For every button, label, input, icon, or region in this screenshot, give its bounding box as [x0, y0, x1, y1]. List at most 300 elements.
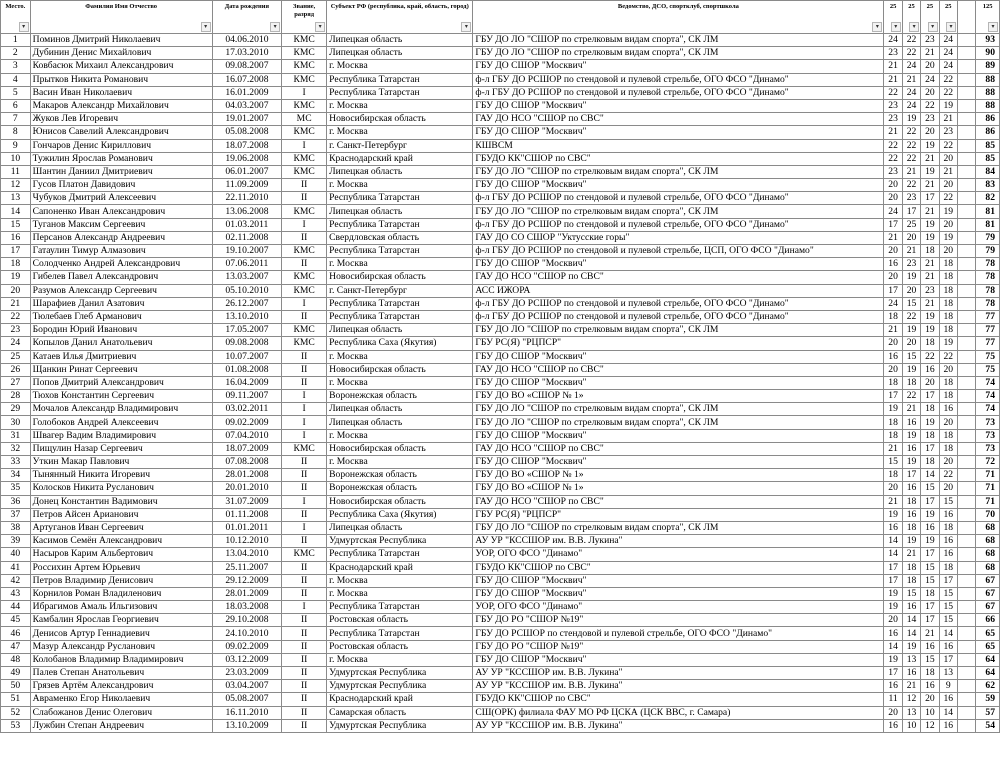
total-cell[interactable]: 68	[976, 535, 1000, 548]
series-3-cell[interactable]: 17	[921, 442, 939, 455]
blank-cell[interactable]	[957, 521, 975, 534]
place-cell[interactable]: 6	[1, 99, 31, 112]
table-row[interactable]	[1, 561, 1000, 574]
rank-cell[interactable]: II	[282, 640, 327, 653]
region-cell[interactable]: г. Москва	[327, 456, 473, 469]
series-3-cell[interactable]: 17	[921, 192, 939, 205]
series-2-cell[interactable]: 16	[902, 482, 920, 495]
place-cell[interactable]: 15	[1, 218, 31, 231]
series-4-cell[interactable]: 19	[939, 205, 957, 218]
name-cell[interactable]: Юнисов Савелий Александрович	[30, 126, 212, 139]
name-cell[interactable]: Палев Степан Анатольевич	[30, 667, 212, 680]
series-1-cell[interactable]: 22	[884, 86, 902, 99]
birth-date-cell[interactable]: 09.11.2007	[212, 390, 282, 403]
place-cell[interactable]: 45	[1, 614, 31, 627]
table-row[interactable]	[1, 680, 1000, 693]
total-cell[interactable]: 81	[976, 218, 1000, 231]
name-cell[interactable]: Гатаулин Тимур Алмазович	[30, 245, 212, 258]
region-cell[interactable]: Липецкая область	[327, 403, 473, 416]
rank-cell[interactable]: II	[282, 706, 327, 719]
series-4-cell[interactable]: 18	[939, 521, 957, 534]
birth-date-cell[interactable]: 11.09.2009	[212, 179, 282, 192]
blank-cell[interactable]	[957, 614, 975, 627]
birth-date-cell[interactable]: 01.11.2008	[212, 508, 282, 521]
series-4-cell[interactable]: 18	[939, 442, 957, 455]
rank-cell[interactable]: I	[282, 429, 327, 442]
name-cell[interactable]: Петров Владимир Денисович	[30, 574, 212, 587]
place-cell[interactable]: 46	[1, 627, 31, 640]
series-1-cell[interactable]: 20	[884, 179, 902, 192]
table-row[interactable]	[1, 231, 1000, 244]
series-4-cell[interactable]: 18	[939, 258, 957, 271]
region-cell[interactable]: Удмуртская Республика	[327, 535, 473, 548]
region-cell[interactable]: Удмуртская Республика	[327, 667, 473, 680]
birth-date-cell[interactable]: 03.04.2007	[212, 680, 282, 693]
table-row[interactable]	[1, 165, 1000, 178]
table-row[interactable]	[1, 245, 1000, 258]
series-2-cell[interactable]: 24	[902, 60, 920, 73]
name-cell[interactable]: Донец Константин Вадимович	[30, 495, 212, 508]
club-cell[interactable]: ф-л ГБУ ДО РСШОР по стендовой и пулевой стрельбе, ОГО ФСО "Динамо"	[473, 86, 884, 99]
series-1-cell[interactable]: 16	[884, 521, 902, 534]
club-cell[interactable]: ГАУ ДО НСО "СШОР по СВС"	[473, 442, 884, 455]
total-cell[interactable]: 71	[976, 495, 1000, 508]
blank-cell[interactable]	[957, 245, 975, 258]
total-cell[interactable]: 59	[976, 693, 1000, 706]
club-cell[interactable]: ГБУ ДО РСШОР по стендовой и пулевой стрельбе, ОГО ФСО "Динамо"	[473, 627, 884, 640]
rank-cell[interactable]: КМС	[282, 442, 327, 455]
rank-cell[interactable]: II	[282, 363, 327, 376]
blank-cell[interactable]	[957, 218, 975, 231]
table-row[interactable]	[1, 310, 1000, 323]
series-2-cell[interactable]: 16	[902, 416, 920, 429]
region-cell[interactable]: Республика Татарстан	[327, 627, 473, 640]
blank-cell[interactable]	[957, 469, 975, 482]
club-cell[interactable]: ф-л ГБУ ДО РСШОР по стендовой и пулевой стрельбе, ОГО ФСО "Динамо"	[473, 297, 884, 310]
blank-cell[interactable]	[957, 284, 975, 297]
birth-date-cell[interactable]: 10.12.2010	[212, 535, 282, 548]
series-3-cell[interactable]: 19	[921, 508, 939, 521]
series-2-cell[interactable]: 22	[902, 152, 920, 165]
table-row[interactable]	[1, 693, 1000, 706]
birth-date-cell[interactable]: 20.01.2010	[212, 482, 282, 495]
series-1-cell[interactable]: 23	[884, 47, 902, 60]
birth-date-cell[interactable]: 09.02.2009	[212, 416, 282, 429]
rank-cell[interactable]: II	[282, 719, 327, 732]
place-cell[interactable]: 1	[1, 34, 31, 47]
birth-date-cell[interactable]: 05.10.2010	[212, 284, 282, 297]
name-cell[interactable]: Копылов Данил Анатольевич	[30, 337, 212, 350]
series-2-cell[interactable]: 14	[902, 627, 920, 640]
blank-cell[interactable]	[957, 60, 975, 73]
birth-date-cell[interactable]: 23.03.2009	[212, 667, 282, 680]
place-cell[interactable]: 5	[1, 86, 31, 99]
birth-date-cell[interactable]: 01.08.2008	[212, 363, 282, 376]
birth-date-cell[interactable]: 22.11.2010	[212, 192, 282, 205]
series-4-cell[interactable]: 18	[939, 561, 957, 574]
birth-date-cell[interactable]: 19.06.2008	[212, 152, 282, 165]
birth-date-cell[interactable]: 24.10.2010	[212, 627, 282, 640]
series-2-cell[interactable]: 20	[902, 284, 920, 297]
blank-cell[interactable]	[957, 337, 975, 350]
filter-dropdown-icon[interactable]: ▾	[461, 22, 471, 32]
table-row[interactable]	[1, 152, 1000, 165]
club-cell[interactable]: ф-л ГБУ ДО РСШОР по стендовой и пулевой стрельбе, ОГО ФСО "Динамо"	[473, 192, 884, 205]
club-cell[interactable]: АСС ИЖОРА	[473, 284, 884, 297]
series-3-cell[interactable]: 21	[921, 205, 939, 218]
total-cell[interactable]: 57	[976, 706, 1000, 719]
place-cell[interactable]: 7	[1, 113, 31, 126]
series-4-cell[interactable]: 21	[939, 113, 957, 126]
blank-cell[interactable]	[957, 403, 975, 416]
table-row[interactable]	[1, 73, 1000, 86]
rank-cell[interactable]: КМС	[282, 271, 327, 284]
series-3-cell[interactable]: 17	[921, 390, 939, 403]
table-row[interactable]	[1, 495, 1000, 508]
birth-date-cell[interactable]: 09.08.2008	[212, 337, 282, 350]
series-3-cell[interactable]: 19	[921, 165, 939, 178]
name-cell[interactable]: Пищулин Назар Сергеевич	[30, 442, 212, 455]
region-cell[interactable]: Липецкая область	[327, 416, 473, 429]
total-cell[interactable]: 88	[976, 99, 1000, 112]
birth-date-cell[interactable]: 18.03.2008	[212, 601, 282, 614]
series-3-cell[interactable]: 23	[921, 113, 939, 126]
birth-date-cell[interactable]: 02.11.2008	[212, 231, 282, 244]
club-cell[interactable]: ГАУ ДО НСО "СШОР по СВС"	[473, 271, 884, 284]
name-cell[interactable]: Сапоненко Иван Александрович	[30, 205, 212, 218]
series-2-cell[interactable]: 14	[902, 614, 920, 627]
club-cell[interactable]: ГБУ РС(Я) "РЦПСР"	[473, 508, 884, 521]
series-3-cell[interactable]: 15	[921, 574, 939, 587]
name-cell[interactable]: Персанов Александр Андреевич	[30, 231, 212, 244]
series-3-cell[interactable]: 23	[921, 34, 939, 47]
table-row[interactable]	[1, 574, 1000, 587]
series-1-cell[interactable]: 16	[884, 680, 902, 693]
rank-cell[interactable]: II	[282, 614, 327, 627]
rank-cell[interactable]: КМС	[282, 337, 327, 350]
series-4-cell[interactable]: 22	[939, 86, 957, 99]
series-1-cell[interactable]: 17	[884, 574, 902, 587]
series-2-cell[interactable]: 12	[902, 693, 920, 706]
place-cell[interactable]: 29	[1, 403, 31, 416]
series-4-cell[interactable]: 17	[939, 574, 957, 587]
rank-cell[interactable]: II	[282, 192, 327, 205]
series-4-cell[interactable]: 22	[939, 139, 957, 152]
series-3-cell[interactable]: 21	[921, 271, 939, 284]
series-3-cell[interactable]: 20	[921, 60, 939, 73]
name-cell[interactable]: Бородин Юрий Иванович	[30, 324, 212, 337]
club-cell[interactable]: ГБУ ДО СШОР "Москвич"	[473, 60, 884, 73]
rank-cell[interactable]: КМС	[282, 34, 327, 47]
club-cell[interactable]: АУ УР "КССШОР им. В.В. Лукина"	[473, 680, 884, 693]
series-1-cell[interactable]: 19	[884, 508, 902, 521]
series-1-cell[interactable]: 21	[884, 495, 902, 508]
region-cell[interactable]: Республика Саха (Якутия)	[327, 337, 473, 350]
series-3-cell[interactable]: 18	[921, 337, 939, 350]
series-1-cell[interactable]: 21	[884, 231, 902, 244]
name-cell[interactable]: Гибелев Павел Александрович	[30, 271, 212, 284]
series-1-cell[interactable]: 20	[884, 337, 902, 350]
series-2-cell[interactable]: 22	[902, 34, 920, 47]
series-3-cell[interactable]: 15	[921, 561, 939, 574]
table-row[interactable]	[1, 258, 1000, 271]
blank-cell[interactable]	[957, 47, 975, 60]
series-2-cell[interactable]: 19	[902, 113, 920, 126]
series-3-cell[interactable]: 23	[921, 284, 939, 297]
header-region[interactable]: Субъект РФ (республика, край, область, город) ▾	[327, 1, 473, 34]
place-cell[interactable]: 23	[1, 324, 31, 337]
total-cell[interactable]: 64	[976, 653, 1000, 666]
total-cell[interactable]: 86	[976, 113, 1000, 126]
blank-cell[interactable]	[957, 587, 975, 600]
name-cell[interactable]: Касимов Семён Александрович	[30, 535, 212, 548]
series-1-cell[interactable]: 14	[884, 548, 902, 561]
blank-cell[interactable]	[957, 508, 975, 521]
filter-dropdown-icon[interactable]: ▾	[201, 22, 211, 32]
series-2-cell[interactable]: 22	[902, 126, 920, 139]
place-cell[interactable]: 16	[1, 231, 31, 244]
club-cell[interactable]: ГБУ ДО СШОР "Москвич"	[473, 653, 884, 666]
table-row[interactable]	[1, 60, 1000, 73]
series-2-cell[interactable]: 16	[902, 442, 920, 455]
name-cell[interactable]: Катаев Илья Дмитриевич	[30, 350, 212, 363]
series-4-cell[interactable]: 20	[939, 456, 957, 469]
club-cell[interactable]: ГБУ ДО СШОР "Москвич"	[473, 587, 884, 600]
series-2-cell[interactable]: 19	[902, 363, 920, 376]
name-cell[interactable]: Петров Айсен Арианович	[30, 508, 212, 521]
place-cell[interactable]: 36	[1, 495, 31, 508]
region-cell[interactable]: Республика Татарстан	[327, 192, 473, 205]
series-2-cell[interactable]: 21	[902, 548, 920, 561]
rank-cell[interactable]: II	[282, 482, 327, 495]
region-cell[interactable]: Новосибирская область	[327, 495, 473, 508]
total-cell[interactable]: 90	[976, 47, 1000, 60]
series-2-cell[interactable]: 23	[902, 258, 920, 271]
total-cell[interactable]: 78	[976, 271, 1000, 284]
series-1-cell[interactable]: 24	[884, 34, 902, 47]
series-3-cell[interactable]: 18	[921, 456, 939, 469]
total-cell[interactable]: 77	[976, 310, 1000, 323]
rank-cell[interactable]: II	[282, 561, 327, 574]
series-4-cell[interactable]: 20	[939, 152, 957, 165]
birth-date-cell[interactable]: 13.03.2007	[212, 271, 282, 284]
blank-cell[interactable]	[957, 126, 975, 139]
table-row[interactable]	[1, 363, 1000, 376]
series-4-cell[interactable]: 16	[939, 693, 957, 706]
table-row[interactable]	[1, 113, 1000, 126]
series-3-cell[interactable]: 10	[921, 706, 939, 719]
series-2-cell[interactable]: 19	[902, 429, 920, 442]
birth-date-cell[interactable]: 16.01.2009	[212, 86, 282, 99]
name-cell[interactable]: Колосков Никита Русланович	[30, 482, 212, 495]
table-row[interactable]	[1, 205, 1000, 218]
series-1-cell[interactable]: 16	[884, 258, 902, 271]
rank-cell[interactable]: I	[282, 218, 327, 231]
name-cell[interactable]: Тюлебаев Глеб Арманович	[30, 310, 212, 323]
birth-date-cell[interactable]: 13.06.2008	[212, 205, 282, 218]
club-cell[interactable]: ГАУ ДО НСО "СШОР по СВС"	[473, 363, 884, 376]
blank-cell[interactable]	[957, 535, 975, 548]
blank-cell[interactable]	[957, 179, 975, 192]
name-cell[interactable]: Уткин Макар Павлович	[30, 456, 212, 469]
region-cell[interactable]: Краснодарский край	[327, 693, 473, 706]
region-cell[interactable]: Удмуртская Республика	[327, 680, 473, 693]
club-cell[interactable]: ГБУ ДО ВО «СШОР № 1»	[473, 390, 884, 403]
blank-cell[interactable]	[957, 706, 975, 719]
series-2-cell[interactable]: 10	[902, 719, 920, 732]
birth-date-cell[interactable]: 31.07.2009	[212, 495, 282, 508]
birth-date-cell[interactable]: 05.08.2007	[212, 693, 282, 706]
name-cell[interactable]: Слабожанов Денис Олегович	[30, 706, 212, 719]
club-cell[interactable]: ГБУ ДО СШОР "Москвич"	[473, 179, 884, 192]
birth-date-cell[interactable]: 07.04.2010	[212, 429, 282, 442]
blank-cell[interactable]	[957, 495, 975, 508]
club-cell[interactable]: ГБУ ДО ЛО "СШОР по стрелковым видам спорта", СК ЛМ	[473, 205, 884, 218]
table-row[interactable]	[1, 376, 1000, 389]
birth-date-cell[interactable]: 17.05.2007	[212, 324, 282, 337]
filter-dropdown-icon[interactable]: ▾	[909, 22, 919, 32]
table-row[interactable]	[1, 284, 1000, 297]
rank-cell[interactable]: II	[282, 535, 327, 548]
club-cell[interactable]: УОР, ОГО ФСО "Динамо"	[473, 601, 884, 614]
total-cell[interactable]: 83	[976, 179, 1000, 192]
total-cell[interactable]: 67	[976, 601, 1000, 614]
name-cell[interactable]: Колобанов Владимир Владимирович	[30, 653, 212, 666]
region-cell[interactable]: г. Москва	[327, 126, 473, 139]
series-2-cell[interactable]: 21	[902, 403, 920, 416]
table-row[interactable]	[1, 719, 1000, 732]
region-cell[interactable]: г. Санкт-Петербург	[327, 139, 473, 152]
series-4-cell[interactable]: 24	[939, 47, 957, 60]
region-cell[interactable]: г. Москва	[327, 429, 473, 442]
blank-cell[interactable]	[957, 680, 975, 693]
birth-date-cell[interactable]: 25.11.2007	[212, 561, 282, 574]
series-1-cell[interactable]: 23	[884, 99, 902, 112]
club-cell[interactable]: ГБУ ДО ЛО "СШОР по стрелковым видам спорта", СК ЛМ	[473, 324, 884, 337]
birth-date-cell[interactable]: 16.11.2010	[212, 706, 282, 719]
series-2-cell[interactable]: 18	[902, 376, 920, 389]
club-cell[interactable]: ГБУ ДО ЛО "СШОР по стрелковым видам спорта", СК ЛМ	[473, 403, 884, 416]
name-cell[interactable]: Макаров Александр Михайлович	[30, 99, 212, 112]
series-4-cell[interactable]: 20	[939, 482, 957, 495]
series-1-cell[interactable]: 20	[884, 271, 902, 284]
table-row[interactable]	[1, 469, 1000, 482]
series-4-cell[interactable]: 20	[939, 179, 957, 192]
header-total[interactable]: 125 ▾	[976, 1, 1000, 34]
rank-cell[interactable]: II	[282, 680, 327, 693]
name-cell[interactable]: Прытков Никита Романович	[30, 73, 212, 86]
series-3-cell[interactable]: 21	[921, 152, 939, 165]
total-cell[interactable]: 65	[976, 627, 1000, 640]
series-2-cell[interactable]: 16	[902, 667, 920, 680]
region-cell[interactable]: Воронежская область	[327, 482, 473, 495]
region-cell[interactable]: Липецкая область	[327, 47, 473, 60]
series-1-cell[interactable]: 21	[884, 126, 902, 139]
blank-cell[interactable]	[957, 376, 975, 389]
region-cell[interactable]: Липецкая область	[327, 34, 473, 47]
birth-date-cell[interactable]: 13.10.2010	[212, 310, 282, 323]
total-cell[interactable]: 85	[976, 152, 1000, 165]
region-cell[interactable]: г. Москва	[327, 99, 473, 112]
series-4-cell[interactable]: 18	[939, 376, 957, 389]
series-2-cell[interactable]: 20	[902, 231, 920, 244]
series-4-cell[interactable]: 16	[939, 508, 957, 521]
name-cell[interactable]: Авраменко Егор Николаевич	[30, 693, 212, 706]
series-4-cell[interactable]: 18	[939, 390, 957, 403]
region-cell[interactable]: Республика Татарстан	[327, 218, 473, 231]
blank-cell[interactable]	[957, 152, 975, 165]
series-2-cell[interactable]: 18	[902, 495, 920, 508]
series-4-cell[interactable]: 19	[939, 337, 957, 350]
place-cell[interactable]: 40	[1, 548, 31, 561]
series-2-cell[interactable]: 20	[902, 337, 920, 350]
name-cell[interactable]: Жуков Лев Игоревич	[30, 113, 212, 126]
series-4-cell[interactable]: 22	[939, 192, 957, 205]
total-cell[interactable]: 85	[976, 139, 1000, 152]
series-4-cell[interactable]: 15	[939, 614, 957, 627]
blank-cell[interactable]	[957, 719, 975, 732]
birth-date-cell[interactable]: 18.07.2009	[212, 442, 282, 455]
region-cell[interactable]: Ростовская область	[327, 640, 473, 653]
total-cell[interactable]: 78	[976, 284, 1000, 297]
rank-cell[interactable]: КМС	[282, 245, 327, 258]
series-2-cell[interactable]: 13	[902, 653, 920, 666]
region-cell[interactable]: Новосибирская область	[327, 113, 473, 126]
series-2-cell[interactable]: 17	[902, 469, 920, 482]
place-cell[interactable]: 32	[1, 442, 31, 455]
total-cell[interactable]: 62	[976, 680, 1000, 693]
table-row[interactable]	[1, 627, 1000, 640]
rank-cell[interactable]: II	[282, 693, 327, 706]
place-cell[interactable]: 30	[1, 416, 31, 429]
region-cell[interactable]: Липецкая область	[327, 324, 473, 337]
series-4-cell[interactable]: 16	[939, 719, 957, 732]
series-1-cell[interactable]: 19	[884, 587, 902, 600]
rank-cell[interactable]: II	[282, 376, 327, 389]
region-cell[interactable]: Новосибирская область	[327, 271, 473, 284]
series-3-cell[interactable]: 16	[921, 680, 939, 693]
place-cell[interactable]: 4	[1, 73, 31, 86]
series-3-cell[interactable]: 21	[921, 258, 939, 271]
rank-cell[interactable]: I	[282, 390, 327, 403]
rank-cell[interactable]: КМС	[282, 60, 327, 73]
series-3-cell[interactable]: 15	[921, 482, 939, 495]
total-cell[interactable]: 77	[976, 324, 1000, 337]
name-cell[interactable]: Васин Иван Николаевич	[30, 86, 212, 99]
total-cell[interactable]: 68	[976, 548, 1000, 561]
series-3-cell[interactable]: 21	[921, 627, 939, 640]
blank-cell[interactable]	[957, 442, 975, 455]
table-row[interactable]	[1, 337, 1000, 350]
header-series-3[interactable]: 25 ▾	[921, 1, 939, 34]
table-row[interactable]	[1, 535, 1000, 548]
total-cell[interactable]: 71	[976, 469, 1000, 482]
series-1-cell[interactable]: 17	[884, 390, 902, 403]
total-cell[interactable]: 88	[976, 73, 1000, 86]
series-3-cell[interactable]: 24	[921, 73, 939, 86]
series-4-cell[interactable]: 20	[939, 218, 957, 231]
club-cell[interactable]: ГБУ ДО ЛО "СШОР по стрелковым видам спорта", СК ЛМ	[473, 165, 884, 178]
birth-date-cell[interactable]: 04.03.2007	[212, 99, 282, 112]
series-2-cell[interactable]: 18	[902, 521, 920, 534]
total-cell[interactable]: 82	[976, 192, 1000, 205]
place-cell[interactable]: 12	[1, 179, 31, 192]
name-cell[interactable]: Россихин Артем Юрьевич	[30, 561, 212, 574]
club-cell[interactable]: ГБУ ДО ЛО "СШОР по стрелковым видам спорта", СК ЛМ	[473, 47, 884, 60]
blank-cell[interactable]	[957, 113, 975, 126]
series-1-cell[interactable]: 17	[884, 218, 902, 231]
series-3-cell[interactable]: 19	[921, 324, 939, 337]
